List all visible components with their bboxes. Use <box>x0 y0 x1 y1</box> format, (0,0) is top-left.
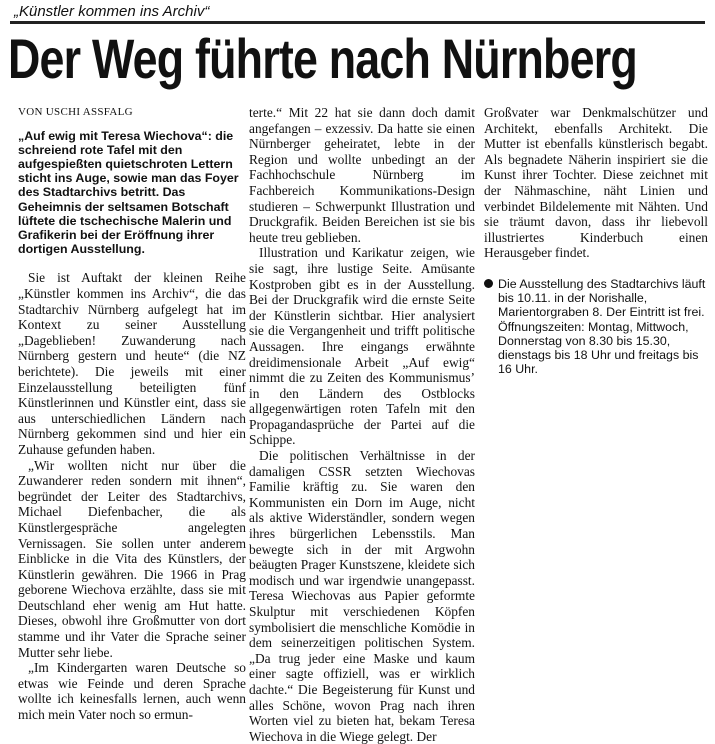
headline: Der Weg führte nach Nürnberg <box>8 27 637 90</box>
kicker: „Künstler kommen ins Archiv“ <box>14 3 210 20</box>
body-paragraph: „Wir wollten nicht nur über die Zuwanderer reden sondern mit ihnen“, begründet der Leiter des Stadtarchivs, Michael Diefenbacher, die als Künstlergespräche angelegten Vernissagen. Sie sollen unter anderem Einblicke in die Vita des Künstlers, der Künstlerin gewähren. Die 1966 in Prag geborene Wiechova erzählte, dass sie mit Deutschland eher wenig am Hut hatte. Dieses, obwohl ihre Großmutter von dort stamme und ihr Vater die Sprache seiner Mutter sehr liebe. <box>18 457 246 660</box>
info-box <box>484 277 708 376</box>
body-paragraph: terte.“ Mit 22 hat sie dann doch damit angefangen – exzessiv. Da hatte sie einen Nürnberger geheiratet, lebte in der Region und wollte unbedingt an der Fachhochschule Nürnberg im Fachbereich Kommunikations-Design studieren – Schwerpunkt Illustration und Druckgrafik. Beiden Bereichen ist sie bis heute treu geblieben. <box>249 105 475 245</box>
body-paragraph: Sie ist Auftakt der kleinen Reihe „Künstler kommen ins Archiv“, die das Stadtarchiv Nürnberg aufgelegt hat im Kontext zu seiner Ausstellung „Dageblieben! Zuwanderung nach Nürnberg gestern und heute“ (die NZ berichtete). Die jeweils mit einer Einzelausstellung beteiligten fünf Künstlerinnen und Künstler eint, dass sie aus unterschiedlichen Ländern nach Nürnberg gekommen sind und hier ein Zuhause gefunden haben. <box>18 270 246 457</box>
column-3 <box>484 105 708 376</box>
column-2 <box>249 105 475 744</box>
body-paragraph: Die politischen Verhältnisse in der damaligen CSSR setzten Wiechovas Familie kräftig zu. Sie waren den Kommunisten ein Dorn im Auge, nicht als aktive Widerständler, sondern wegen ihres bürgerlichen Lebensstils. Man bewegte sich in der mit Argwohn beäugten Prager Kunstszene, kleidete sich modisch und war irgendwie unangepasst. Teresa Wiechovas aus Papier geformte Skulptur mit verschiedenen Köpfen symbolisiert die menschliche Komödie in dem seinerzeitigen politischen System. „Da trug jeder eine Maske und kaum einer sagte offiziell, was er wirklich dachte.“ Die Begeisterung für Kunst und alles Schöne, wovon Prag nach ihren Worten viel zu bieten hat, bekam Teresa Wiechova in die Wiege gelegt. Der <box>249 448 475 744</box>
byline: VON USCHI ASSFALG <box>18 106 133 118</box>
column-1 <box>18 105 246 723</box>
body-paragraph: Illustration und Karikatur zeigen, wie sie sagt, ihre lustige Seite. Amüsante Kostproben gibt es in der Ausstellung. Bei der Druckgrafik wird die ernste Seite der Künstlerin sichtbar. Hier analysiert sie die Vergangenheit und trifft politische Aussagen. Ihre eingangs erwähnte dreidimensionale Arbeit „Auf ewig“ nimmt die zu Zeiten des Kommunismus’ in den Ländern des Ostblocks allgegenwärtigen roten Tafeln mit den Propagandasprüche der Partei auf die Schippe. <box>249 245 475 448</box>
info-text: Die Ausstellung des Stadtarchivs läuft bis 10.11. in der Norishalle, Marientorgraben 8. Der Eintritt ist frei. Öffnungszeiten: Montag, Mittwoch, Donnerstag von 8.30 bis 15.30, dienstags bis 18 Uhr und freitags bis 16 Uhr. <box>498 276 706 377</box>
body-paragraph: „Im Kindergarten waren Deutsche so etwas wie Feinde und deren Sprache wollte ich keinesfalls lernen, auch wenn mich mein Vater noch so ermun- <box>18 660 246 723</box>
bullet-icon <box>484 279 493 288</box>
lead-paragraph: „Auf ewig mit Teresa Wiechova“: die schreiend rote Tafel mit den aufgespießten quietschroten Lettern sticht ins Auge, sowie man das Foyer des Stadtarchivs betritt. Das Geheimnis der seltsamen Botschaft lüftete die tschechische Malerin und Grafikerin bei der Eröffnung ihrer dortigen Ausstellung. <box>18 128 239 257</box>
header-rule <box>10 21 705 24</box>
body-paragraph: Großvater war Denkmalschützer und Architekt, ebenfalls Architekt. Die Mutter ist ebenfalls künstlerisch begabt. Als begnadete Näherin inspiriert sie die Kunst ihrer Tochter. Diese zeichnet mit der Nähmaschine, näht Linien und verbindet Bildelemente mit Nähten. Und sie träumt davon, dass ihr liebevoll illustriertes Kinderbuch einen Herausgeber findet. <box>484 105 708 261</box>
